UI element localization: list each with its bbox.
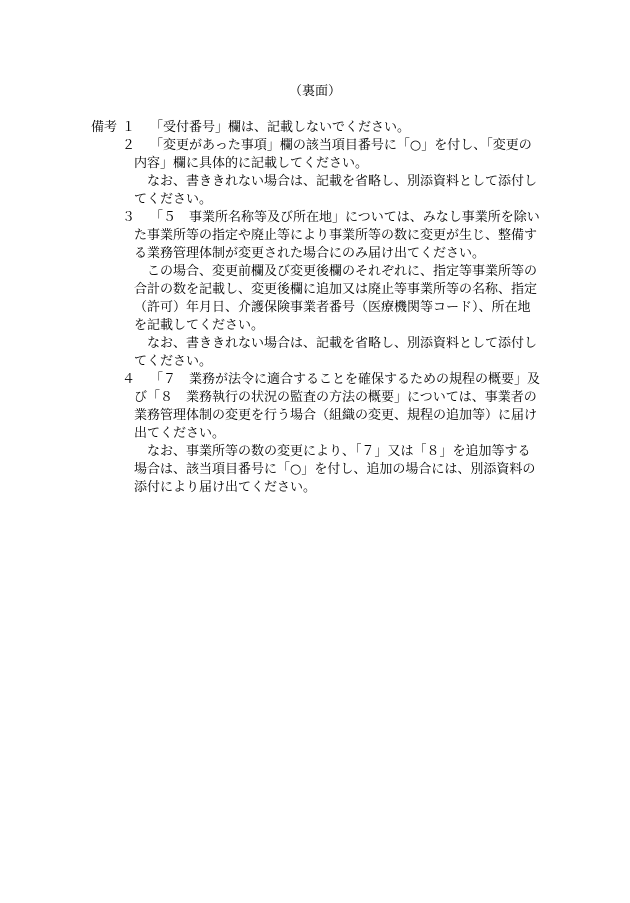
note-3-number: ３	[122, 210, 136, 225]
note-2-line-4: てください。	[134, 192, 213, 207]
note-2-line-3: なお、書ききれない場合は、記載を省略し、別添資料として添付し	[147, 174, 538, 189]
note-3-line-5: 合計の数を記載し、変更後欄に追加又は廃止等事業所等の名称、指定	[134, 282, 538, 297]
note-4-line-3: 業務管理体制の変更を行う場合（組織の変更、規程の追加等）に届け	[134, 408, 538, 423]
note-3-line-4: この場合、変更前欄及び変更後欄のそれぞれに、指定等事業所等の	[147, 264, 538, 279]
note-4-line-1: 「７ 業務が法令に適合することを確保するための規程の概要」及	[150, 372, 541, 387]
page-title: （裏面）	[288, 84, 341, 99]
note-4-line-5: なお、事業所等の数の変更により、「７」又は「８」を追加等する	[147, 444, 531, 459]
note-4-line-4: 出てください。	[134, 426, 226, 441]
note-2-line-2: 内容」欄に具体的に記載してください。	[134, 156, 369, 171]
note-4-line-7: 添付により届け出てください。	[134, 480, 317, 495]
note-3-line-1: 「５ 事業所名称等及び所在地」については、みなし事業所を除い	[150, 210, 540, 225]
note-1-number: １	[122, 120, 136, 135]
note-3-line-7: を記載してください。	[134, 318, 265, 333]
notes-label: 備考	[91, 120, 118, 135]
note-3-line-8: なお、書ききれない場合は、記載を省略し、別添資料として添付し	[147, 336, 538, 351]
note-4-line-6: 場合は、該当項目番号に「○」を付し、追加の場合には、別添資料の	[134, 462, 536, 477]
note-2-line-1: 「変更があった事項」欄の該当項目番号に「○」を付し、「変更の	[150, 138, 532, 153]
note-3-line-3: る業務管理体制が変更された場合にのみ届け出てください。	[134, 246, 486, 261]
note-3-line-2: た事業所等の指定や廃止等により事業所等の数に変更が生じ、整備す	[134, 228, 538, 243]
note-2-number: ２	[122, 138, 136, 153]
note-4-number: ４	[122, 372, 136, 387]
note-4-line-2: び「８ 業務執行の状況の監査の方法の概要」については、事業者の	[134, 390, 537, 405]
note-3-line-6: （許可）年月日、介護保険事業者番号（医療機関等コード）、所在地	[134, 300, 531, 315]
note-3-line-9: てください。	[134, 354, 213, 369]
note-1-line-1: 「受付番号」欄は、記載しないでください。	[150, 120, 411, 135]
